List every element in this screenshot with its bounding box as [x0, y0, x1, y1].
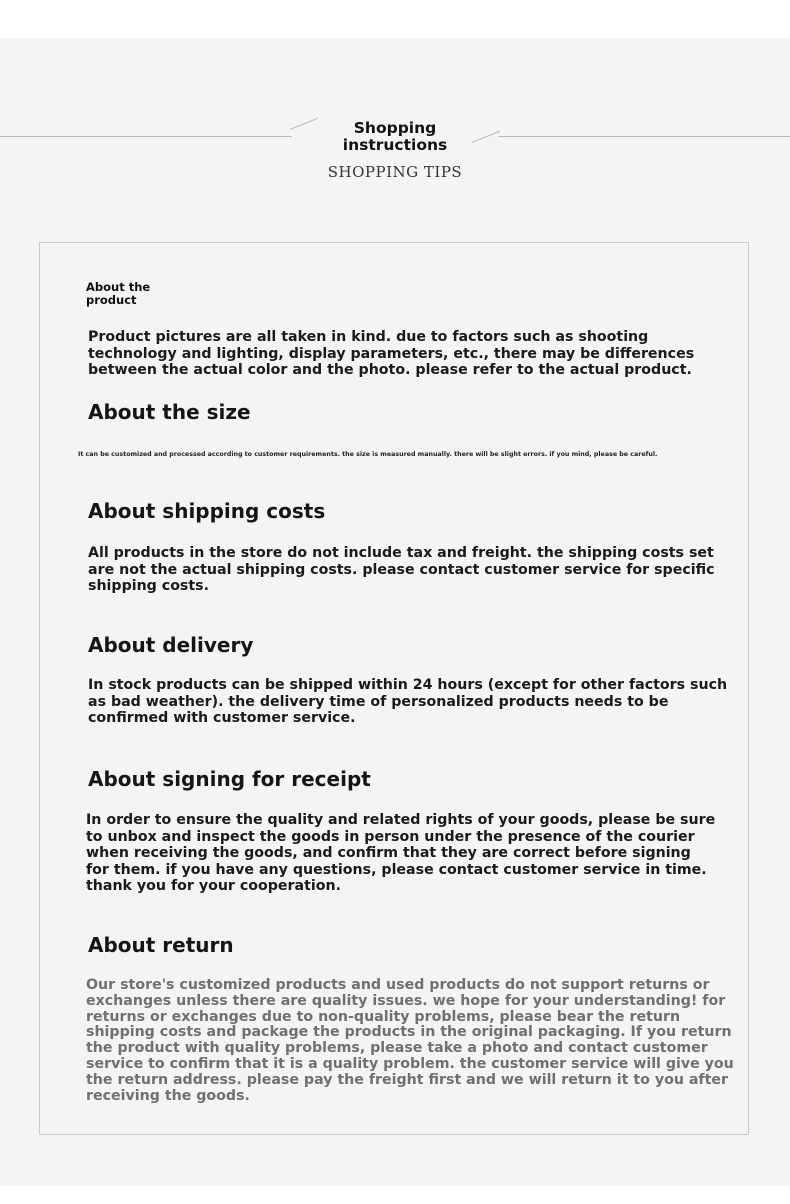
header-rule-left [0, 136, 292, 137]
size-text: It can be customized and processed according to customer requirements. the size is measured manually. there will be slight errors. if you mind, please be careful. [78, 451, 658, 458]
page-subtitle: SHOPPING TIPS [327, 163, 463, 181]
page-title [295, 120, 495, 154]
shipping-text: All products in the store do not include tax and freight. the shipping costs set are not the actual shipping costs. please contact customer service for specific shipping costs. [88, 545, 715, 594]
product-heading [86, 281, 150, 307]
product-heading-line2: product [86, 293, 137, 307]
product-heading-line1: About the [86, 280, 151, 294]
header-rule-right [498, 136, 790, 137]
signing-heading: About signing for receipt [88, 767, 371, 791]
page-background [0, 38, 790, 1186]
delivery-text: In stock products can be shipped within 24 hours (except for other factors such as bad weather). the delivery time of personalized products needs to be confirmed with customer service. [88, 677, 728, 726]
page-title-line1: Shopping [353, 119, 437, 137]
size-heading: About the size [88, 400, 251, 424]
shipping-heading: About shipping costs [88, 499, 326, 523]
product-text: Product pictures are all taken in kind. due to factors such as shooting technology and lighting, display parameters, etc., there may be differences between the actual color and the photo. please refer to the actual product. [88, 329, 695, 378]
return-text: Our store's customized products and used products do not support returns or exchanges unless there are quality issues. we hope for your understanding! for returns or exchanges due to non-quality problems, please bear the return shipping costs and package the products in the original packaging. If you return the product with quality problems, please take a photo and contact customer service to confirm that it is a quality problem. the customer service will give you the return address. please pay the freight first and we will return it to you after receiving the goods. [86, 977, 734, 1104]
signing-text: In order to ensure the quality and related rights of your goods, please be sure to unbox and inspect the goods in person under the presence of the courier when receiving the goods, and confirm that they are correct before signing for them. if you have any questions, please contact customer service in time. thank you for your cooperation. [86, 812, 716, 894]
page-title-line2: instructions [342, 136, 448, 154]
return-heading: About return [88, 933, 234, 957]
delivery-heading: About delivery [88, 633, 254, 657]
